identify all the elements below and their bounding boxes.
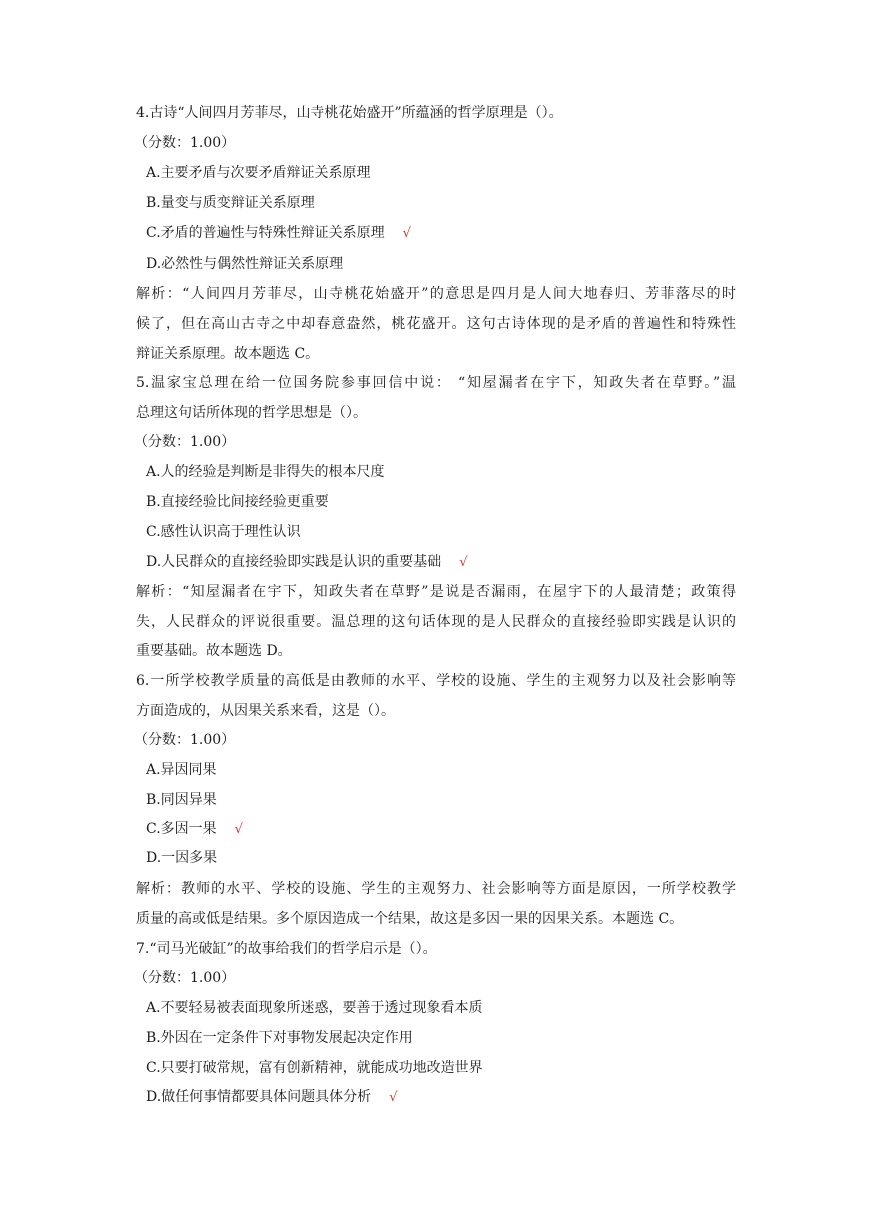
option-text: D.人民群众的直接经验即实践是认识的重要基础 <box>146 554 442 570</box>
question-5-option-c: C.感性认识高于理性认识 <box>146 524 301 540</box>
question-7-score: （分数：1.00） <box>134 970 236 986</box>
question-4-option-d: D.必然性与偶然性辩证关系原理 <box>146 256 344 272</box>
correct-check-icon: √ <box>402 226 411 241</box>
option-text: D.做任何事情都要具体问题具体分析 <box>146 1089 372 1105</box>
question-6-option-c <box>146 819 243 840</box>
question-6-option-a: A.异因同果 <box>146 762 217 778</box>
question-5-analysis-line: 失，人民群众的评说很重要。温总理的这句话体现的是人民群众的直接经验即实践是认识的 <box>136 614 736 630</box>
question-5-stem: 总理这句话所体现的哲学思想是（）。 <box>136 405 367 421</box>
question-6-stem: 6.一所学校教学质量的高低是由教师的水平、学校的设施、学生的主观努力以及社会影响等 <box>136 673 736 689</box>
question-4-option-c <box>146 223 411 244</box>
question-6-option-b: B.同因异果 <box>146 792 217 808</box>
question-4-analysis-line: 候了，但在高山古寺之中却春意盎然，桃花盛开。这句古诗体现的是矛盾的普遍性和特殊性 <box>136 316 736 332</box>
question-7-stem: 7.“司马光破缸”的故事给我们的哲学启示是（）。 <box>136 941 437 957</box>
question-7-option-c: C.只要打破常规，富有创新精神，就能成功地改造世界 <box>146 1060 483 1076</box>
question-5-score: （分数：1.00） <box>134 434 236 450</box>
question-5-option-d <box>146 552 467 573</box>
question-4-option-a: A.主要矛盾与次要矛盾辩证关系原理 <box>146 165 371 181</box>
question-6-score: （分数：1.00） <box>134 732 236 748</box>
option-text: C.多因一果 <box>146 821 217 837</box>
question-4-analysis-line: 解析：“人间四月芳菲尽，山寺桃花始盛开”的意思是四月是人间大地春归、芳菲落尽的时 <box>136 286 736 302</box>
question-5-option-b: B.直接经验比间接经验更重要 <box>146 494 329 510</box>
correct-check-icon: √ <box>389 1090 398 1105</box>
question-4-score: （分数：1.00） <box>134 135 236 151</box>
correct-check-icon: √ <box>234 822 243 837</box>
question-6-analysis-line: 解析：教师的水平、学校的设施、学生的主观努力、社会影响等方面是原因，一所学校教学 <box>136 881 736 897</box>
question-4-stem: 4.古诗“人间四月芳菲尽，山寺桃花始盛开”所蕴涵的哲学原理是（）。 <box>136 105 563 121</box>
question-5-stem: 5.温家宝总理在给一位国务院参事回信中说： “知屋漏者在宇下，知政失者在草野。”温 <box>136 375 736 391</box>
question-6-analysis-line: 质量的高或低是结果。多个原因造成一个结果，故这是多因一果的因果关系。本题选 C。 <box>136 911 684 927</box>
question-7-option-d <box>146 1087 397 1108</box>
question-6-stem: 方面造成的，从因果关系来看，这是（）。 <box>136 703 395 719</box>
correct-check-icon: √ <box>459 555 468 570</box>
question-5-analysis-line: 重要基础。故本题选 D。 <box>136 643 292 659</box>
question-4-analysis-line: 辩证关系原理。故本题选 C。 <box>136 346 320 362</box>
question-5-analysis-line: 解析：“知屋漏者在宇下，知政失者在草野”是说是否漏雨，在屋宇下的人最清楚；政策得 <box>136 584 736 600</box>
question-7-option-a: A.不要轻易被表面现象所迷惑，要善于透过现象看本质 <box>146 1000 483 1016</box>
question-7-option-b: B.外因在一定条件下对事物发展起决定作用 <box>146 1030 413 1046</box>
option-text: C.矛盾的普遍性与特殊性辩证关系原理 <box>146 225 385 241</box>
question-6-option-d: D.一因多果 <box>146 850 218 866</box>
question-4-option-b: B.量变与质变辩证关系原理 <box>146 195 315 211</box>
question-5-option-a: A.人的经验是判断是非得失的根本尺度 <box>146 464 385 480</box>
